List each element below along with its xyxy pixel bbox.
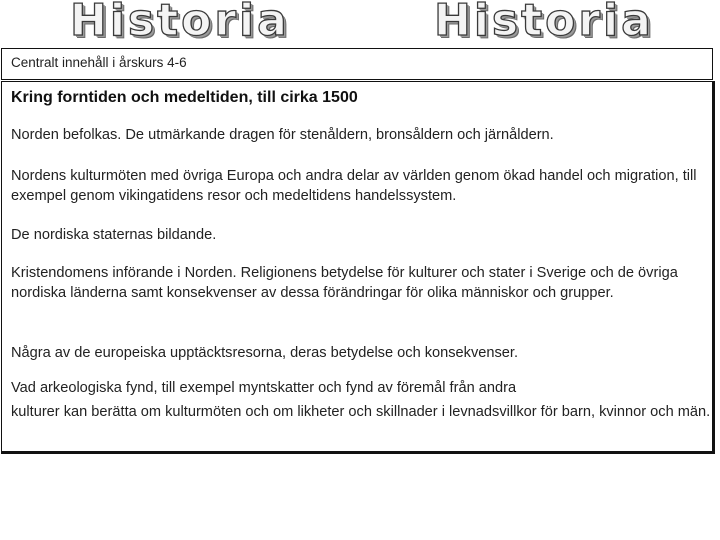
- paragraph-nordic-states: De nordiska staternas bildande.: [11, 227, 217, 243]
- section-heading: Kring forntiden och medeltiden, till cirka 1500: [11, 89, 358, 106]
- historia-banner-left: Historia: [70, 0, 290, 46]
- paragraph-cultural-encounters: Nordens kulturmöten med övriga Europa och andra delar av världen genom ökad handel och migration, till exempel genom vikingatidens resor och medeltidens handelssystem.: [11, 168, 697, 204]
- subtitle-text: Centralt innehåll i årskurs 4-6: [11, 55, 187, 70]
- paragraph-christianity: Kristendomens införande i Norden. Religionens betydelse för kulturer och stater i Sverige och de övriga nordiska länderna samt konsekvenser av dessa förändringar för olika människor och grupper.: [11, 265, 678, 301]
- historia-banner-right: Historia: [434, 0, 654, 46]
- paragraph-stone-bronze-iron-age: Norden befolkas. De utmärkande dragen för stenåldern, bronsåldern och järnåldern.: [11, 127, 554, 143]
- paragraph-archaeology-line2: kulturer kan berätta om kulturmöten och om likheter och skillnader i levnadsvillkor för barn, kvinnor och män.: [11, 404, 711, 420]
- paragraph-voyages-of-discovery: Några av de europeiska upptäcktsresorna, deras betydelse och konsekvenser.: [11, 345, 519, 361]
- subtitle-box: [1, 48, 713, 80]
- content-box: [1, 81, 715, 454]
- paragraph-archaeology-line1: Vad arkeologiska fynd, till exempel myntskatter och fynd av föremål från andra: [11, 380, 517, 396]
